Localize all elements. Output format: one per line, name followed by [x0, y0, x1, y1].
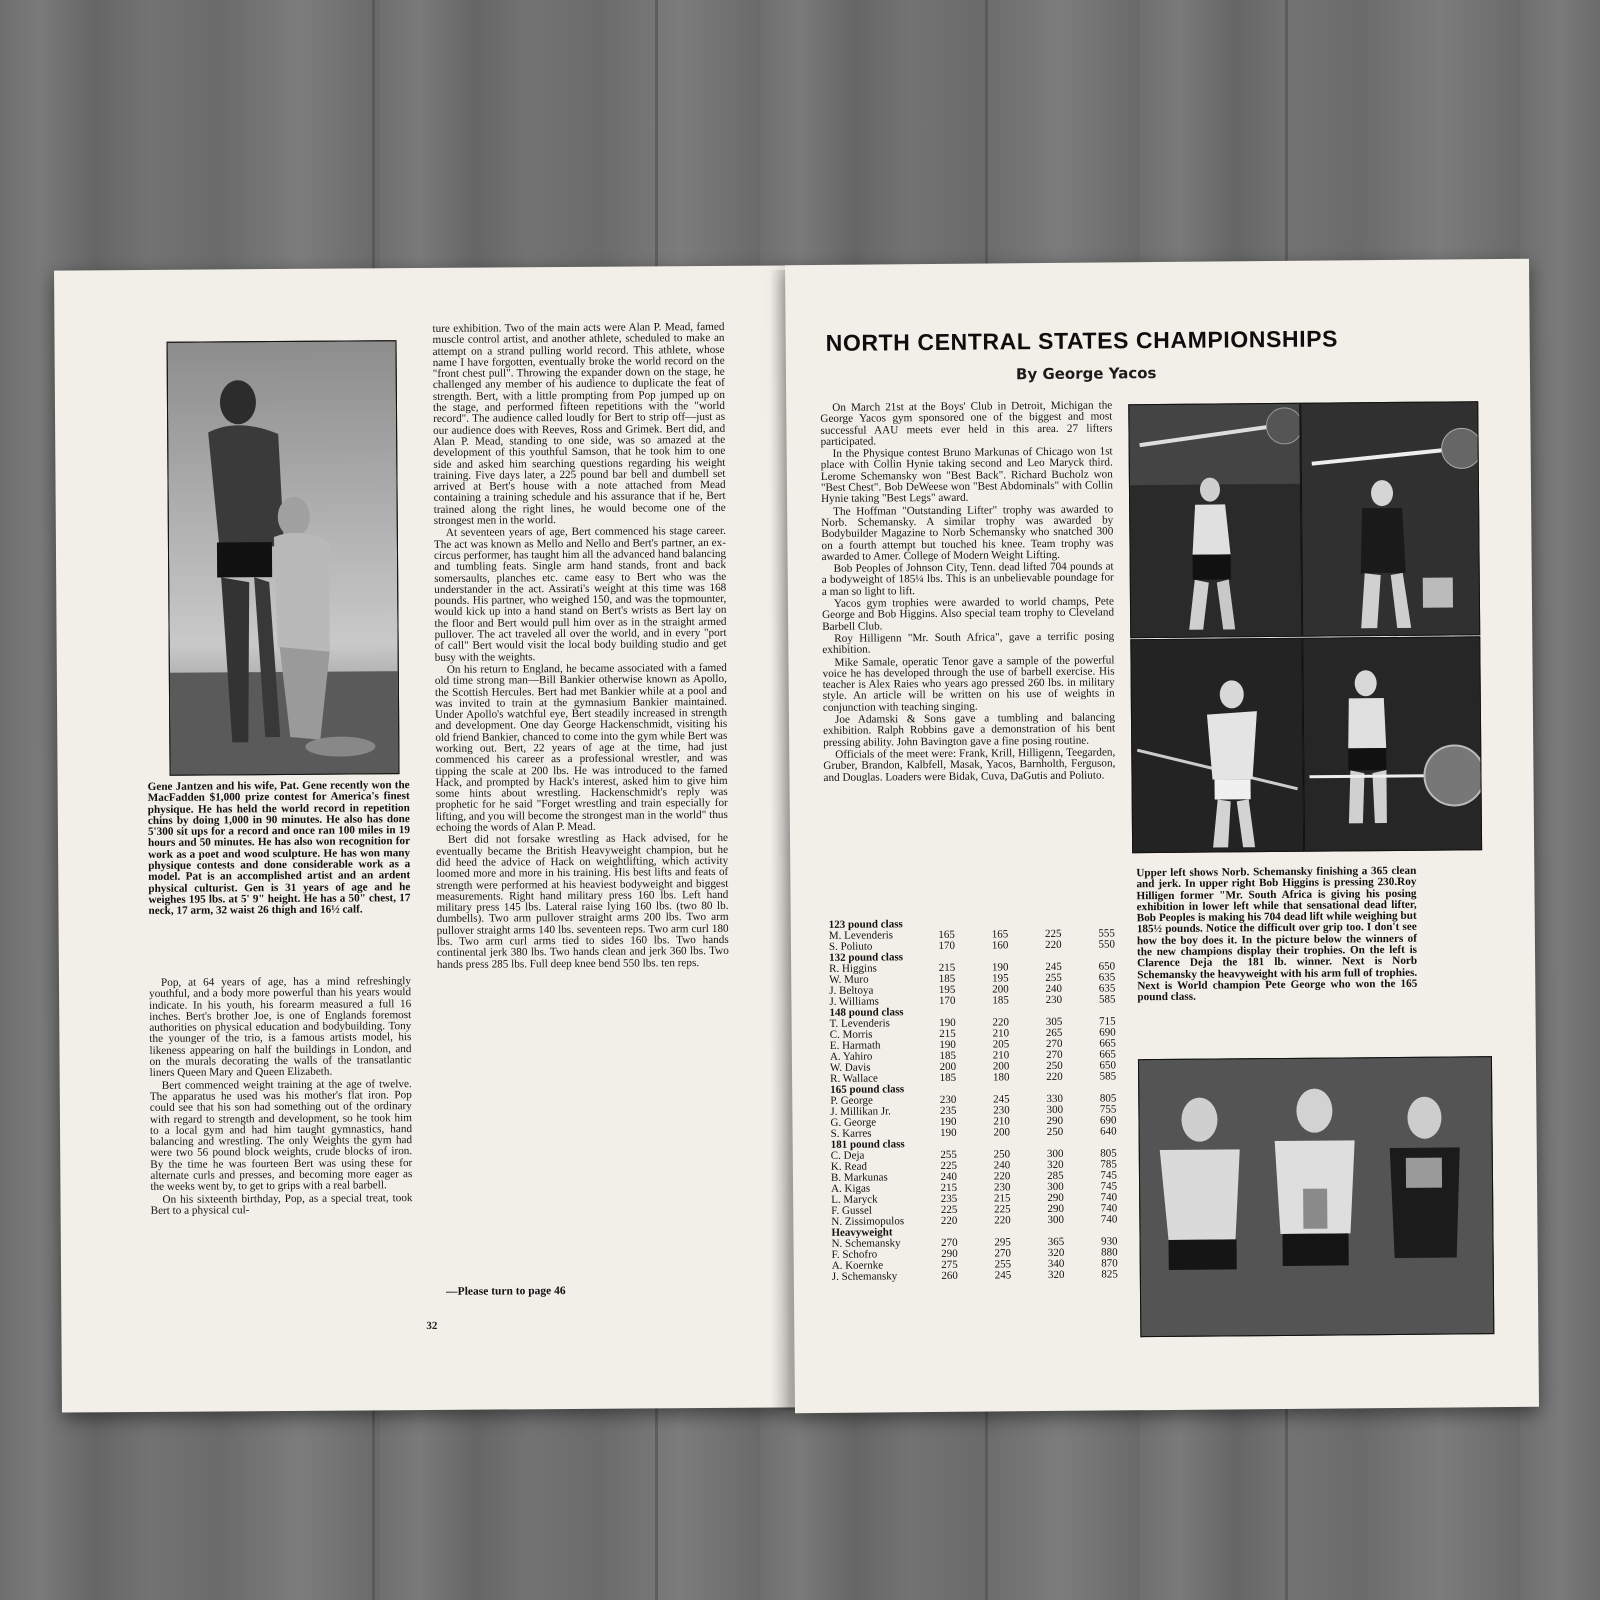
lift-value: 240	[940, 1170, 958, 1183]
lift-value: 585	[1099, 1070, 1117, 1083]
paragraph: At seventeen years of age, Bert commenced his stage career. The act was known as Mello and Nello and Bert's partner, an ex-circus performer, has taught him all the advanced hand balancing and tumbling feats. Single arm hand stands, front and back somersaults, planches etc. came easy to Bert who was the understander in the act. Assirati's weight at this time was 168 pounds. His partner, who weighed 150, and was the topmounter, would kick up into a hand stand on Bert's wrists as Bert lay on the floor and Bert would pull him over as in the straight armed pullover. The act traveled all over the world, and in every "port of call" Bert would visit the local body building studio and get busy with the weights.	[433, 525, 727, 664]
lift-value: 245	[1045, 960, 1062, 974]
lift-value: 230	[993, 1181, 1011, 1194]
lifter-name: N. Schemansky	[831, 1237, 901, 1250]
lift-value: 275	[941, 1258, 958, 1271]
lifter-name: J. Beltoya	[829, 984, 874, 997]
lift-value: 880	[1101, 1246, 1118, 1259]
lift-value: 930	[1100, 1235, 1118, 1248]
lifter-name: C. Deja	[830, 1149, 865, 1162]
paragraph: Officials of the meet were: Frank, Krill, Hilligenn, Teegarden, Gruber, Brandon, Kalbfell, Masak, Yacos, Barnholth, Ferguson, and Douglas. Loaders were Bidak, Cuva, DaGutis and Poliuto.	[823, 746, 1116, 784]
paragraph: Mike Samale, operatic Tenor gave a sample of the powerful voice he has developed through the use of barbell exercise. His teacher is Alex Raies who years ago pressed 260 lbs. in military style. An article will be written on his use of weights in conjunction with teaching singing.	[822, 653, 1115, 714]
lifter-name: G. George	[830, 1116, 877, 1129]
lift-value: 210	[992, 1049, 1010, 1062]
lift-value: 300	[1046, 1103, 1064, 1117]
lift-value: 250	[1046, 1059, 1063, 1073]
lift-value: 190	[939, 1115, 957, 1128]
lift-value: 165	[991, 928, 1009, 941]
weight-class-label: 181 pound class	[830, 1138, 905, 1151]
lift-value: 220	[993, 1170, 1011, 1183]
lift-value: 635	[1098, 971, 1116, 984]
paragraph: Bert did not forsake wrestling as Hack advised, for he eventually became the British Heavyweight champion, but he did heed the advice of Hack on weightlifting, which activity loomed more and more in his training. His best lifts and feats of strength were performed at his heaviest bodyweight and biggest measurements. Right hand military press 160 lbs. Left hand military press 145 lbs. Lateral raise lying 160 lbs. (two 80 lb. dumbells). Two arm pullover straight arms 200 lbs. Two arm pullover straight arms 140 lbs. seventeen reps. Two arm curl 180 lbs. Two arm curl arms tied to sides 160 lbs. Two hands continental jerk 380 lbs. Two hands clean and jerk 360 lbs. Two hands press 285 lbs. Full deep knee bend 550 lbs. ten reps.	[436, 832, 729, 971]
lift-value: 320	[1046, 1158, 1064, 1172]
lift-value: 245	[994, 1269, 1012, 1282]
lifter-image	[1129, 404, 1301, 637]
lift-value: 550	[1098, 938, 1115, 951]
lift-value: 180	[992, 1071, 1010, 1084]
lift-value: 240	[1045, 982, 1063, 996]
lift-value: 290	[941, 1247, 958, 1260]
lift-value: 320	[1047, 1268, 1065, 1282]
lifter-name: J. Williams	[829, 995, 879, 1008]
lifter-name: P. George	[830, 1094, 873, 1107]
lift-value: 330	[1046, 1092, 1064, 1106]
lift-value: 650	[1099, 1059, 1117, 1072]
lift-value: 185	[939, 1049, 957, 1062]
lift-value: 740	[1100, 1202, 1118, 1215]
lifter-name: K. Read	[830, 1160, 867, 1173]
lift-value: 185	[939, 1071, 957, 1084]
lift-value: 285	[1047, 1169, 1064, 1183]
weight-class-label: 148 pound class	[829, 1006, 904, 1019]
lift-value: 235	[940, 1192, 958, 1205]
page-number: 32	[426, 1319, 438, 1333]
lift-value: 715	[1099, 1015, 1116, 1028]
lift-value: 185	[938, 972, 956, 985]
lift-value: 805	[1100, 1147, 1117, 1160]
couple-photo	[167, 340, 400, 776]
lifter-name: R. Wallace	[830, 1072, 878, 1085]
lift-value: 225	[994, 1203, 1011, 1216]
lift-value: 320	[1047, 1246, 1065, 1260]
lift-value: 270	[994, 1247, 1012, 1260]
continued-note: —Please turn to page 46	[446, 1285, 566, 1298]
paragraph: The Hoffman "Outstanding Lifter" trophy was awarded to Norb. Schemansky. A similar trophy was awarded by Bodybuilder Magazine to Norb Schemansky who snatched 300 on a fourth attempt but touched his knee. Team trophy was awarded to Amer. College of Modern Weight Lifting.	[821, 503, 1114, 563]
weight-class-label: Heavyweight	[831, 1226, 893, 1239]
lift-value: 190	[939, 1038, 956, 1051]
results-table	[829, 917, 1124, 1283]
lift-value: 305	[1045, 1015, 1063, 1029]
lift-value: 255	[1045, 971, 1062, 985]
lifter-name: W. Muro	[829, 973, 869, 986]
lift-value: 215	[939, 1027, 956, 1040]
lift-value: 195	[992, 972, 1009, 985]
photo-press	[1300, 401, 1480, 637]
lift-value: 785	[1100, 1158, 1117, 1171]
lift-value: 200	[992, 1060, 1010, 1073]
lift-value: 210	[993, 1115, 1010, 1128]
paragraph: Bob Peoples of Johnson City, Tenn. dead lifted 704 pounds at a bodyweight of 185¼ lbs. This is an unbelievable poundage for a man so light to lift.	[821, 560, 1114, 598]
lift-value: 195	[938, 983, 956, 996]
photos-caption: Upper left shows Norb. Schemansky finishing a 365 clean and jerk. In upper right Bob Higgins is pressing 230.Roy Hilligen former "Mr. South Africa is giving his posing exhibition in lower left while that sensational dead lifter, Bob Peoples is making his 704 dead lift while weighing but 185½ pounds. Notice the difficult over grip too. I don't see how the boy does it. In the picture below the winners of the new champions display their trophies. On the left is Clarence Deja the 181 lb. winner. Next is Norb Schemansky the heavyweight with his arm full of trophies. Next is World champion Pete George who won the 165 pound class.	[1136, 864, 1418, 1004]
lift-value: 300	[1046, 1147, 1064, 1161]
lifter-name: N. Zissimopulos	[831, 1215, 905, 1228]
lift-value: 870	[1101, 1257, 1118, 1270]
lift-value: 290	[1047, 1202, 1064, 1216]
paragraph: In the Physique contest Bruno Markunas of Chicago won 1st place with Collin Hynie taking second and Leo Maryck third. Lerome Schemansky won "Best Back". Richard Bucholz won "Best Chest". Bob DeWeese won "Best Abdominals" with Collin Hynie taking "Best Legs" award.	[820, 445, 1113, 506]
article-title: NORTH CENTRAL STATES CHAMPIONSHIPS	[825, 325, 1339, 356]
paragraph: On March 21st at the Boys' Club in Detroit, Michigan the George Yacos gym sponsored one of the biggest and most successful AAU meets ever held in this area. 27 lifters participated.	[820, 399, 1113, 448]
lift-value: 290	[1047, 1191, 1064, 1205]
lift-value: 160	[991, 939, 1009, 952]
lift-value: 230	[939, 1093, 957, 1106]
lift-value: 220	[1045, 938, 1062, 952]
paragraph: Joe Adamski & Sons gave a tumbling and balancing exhibition. Ralph Robbins gave a demonstration of his bent pressing ability. John Bavington gave a fine posing routine.	[823, 711, 1116, 749]
weight-class-label: 123 pound class	[828, 918, 903, 931]
lift-value: 225	[940, 1159, 957, 1172]
lift-value: 665	[1099, 1048, 1116, 1061]
lift-value: 740	[1100, 1191, 1118, 1204]
lift-value: 215	[938, 961, 956, 974]
lifter-name: J. Schemansky	[831, 1270, 898, 1283]
lift-value: 250	[993, 1148, 1011, 1161]
lift-value: 240	[993, 1159, 1011, 1172]
lift-value: 265	[1045, 1026, 1063, 1040]
lift-value: 190	[940, 1126, 957, 1139]
lift-value: 185	[992, 994, 1009, 1007]
lift-value: 555	[1098, 927, 1115, 940]
photo-champions-with-trophies	[1138, 1056, 1494, 1337]
lift-value: 170	[938, 939, 956, 952]
left-column-text	[149, 976, 413, 1218]
lift-value: 585	[1098, 993, 1116, 1006]
lift-value: 665	[1099, 1037, 1116, 1050]
lift-value: 220	[992, 1016, 1010, 1029]
right-page	[785, 259, 1539, 1413]
lifter-name: J. Millikan Jr.	[830, 1105, 891, 1118]
couple-photo-image	[168, 341, 399, 775]
lifter-name: S. Karres	[830, 1127, 872, 1140]
lifter-name: F. Gussel	[831, 1204, 872, 1217]
lift-value: 740	[1100, 1213, 1118, 1226]
left-page	[54, 265, 797, 1412]
lifter-name: B. Markunas	[830, 1171, 888, 1184]
lift-value: 270	[1045, 1037, 1063, 1051]
lift-value: 290	[1046, 1114, 1064, 1128]
paragraph: ture exhibition. Two of the main acts were Alan P. Mead, famed muscle control artist, and another athlete, scheduled to make an attempt on a strand pulling world record. This athlete, whose name I have forgotten, eventually broke the world record on the "front chest pull". Throwing the expander down on the stage, he challenged any member of his audience to duplicate the feat of strength. Bert, with a little prompting from Pop jumped up on the stage, and performed fifteen repetitions with the "world record". The audience called loudly for Bert to strip off—just as our audience does with Reeves, Ross and Grimek. Bert did, and Alan P. Mead, standing to one side, was so amazed at the development of this youthful Samson, that he took him to one side and asked him searching questions regarding his weight training. Five days later, a 225 pound bar bell and dumbell set arrived at Bert's house with a note attached from Mead containing a training schedule and his assurance that if he, Bert trained along the right lines, he would become one of the strongest men in the world.	[432, 320, 726, 527]
paragraph: On his sixteenth birthday, Pop, as a special treat, took Bert to a physical cul-	[150, 1191, 413, 1217]
lift-value: 745	[1100, 1169, 1118, 1182]
lift-value: 225	[940, 1203, 958, 1216]
lifter-name: A. Yahiro	[829, 1050, 873, 1063]
lift-value: 270	[1046, 1048, 1063, 1062]
lift-value: 255	[940, 1148, 957, 1161]
lift-value: 635	[1098, 982, 1116, 995]
lift-value: 245	[993, 1093, 1010, 1106]
lift-value: 825	[1101, 1268, 1118, 1281]
lift-value: 230	[993, 1104, 1010, 1117]
lift-value: 200	[993, 1126, 1010, 1139]
weight-class-label: 132 pound class	[828, 951, 904, 964]
lift-value: 255	[994, 1258, 1012, 1271]
lift-value: 650	[1098, 960, 1116, 973]
paragraph: On his return to England, he became associated with a famed old time strong man—Bill Bankier otherwise known as Apollo, the Scottish Hercules. Bert had met Bankier while at a pool and was invited to train at the gymnasium Bankier maintained. Under Apollo's watchful eye, Bert steadily increased in strength and development. One day George Hackenschmidt, visiting his old friend Bankier, chanced to come into the gym while Bert was working out. Bert, 22 years of age at the time, had just commenced his career as a professional wrestler, and was tipping the scale at 200 lbs. He was introduced to the famed Hack, and prompted by Hack's interest, asked him to give him some hints about wrestling. Hackenschmidt's reply was prophetic for he said "Forget wrestling and train especially for lifting, and you will become the strongest man in the world" thus echoing the words of Alan P. Mead.	[434, 661, 728, 834]
lifter-name: S. Poliuto	[828, 940, 873, 953]
photo-posing	[1130, 638, 1304, 853]
lift-value: 215	[940, 1181, 958, 1194]
lifter-image	[1301, 402, 1479, 636]
lift-value: 210	[992, 1027, 1010, 1040]
lift-value: 190	[991, 961, 1009, 974]
lifter-name: M. Levenderis	[828, 929, 894, 942]
couple-photo-caption: Gene Jantzen and his wife, Pat. Gene recently won the MacFadden $1,000 prize contest for America's finest physique. He has held the world record in repetition chins by doing 1,000 in 90 minutes. He also has done 5'300 sit ups for a record and once ran 100 miles in 19 hours and 50 minutes. He has also won recognition for work as a poet and wood sculpture. He has won many physique contests and done considerable work as a model. Pat is an accomplished artist and an ardent physical culturist. Gen is 31 years of age and he weighes 195 lbs. at 5' 9" height. He has a 50" chest, 17 neck, 17 arm, 32 waist 26 thigh and 16½ calf.	[147, 779, 411, 918]
lift-value: 805	[1099, 1092, 1117, 1105]
paragraph: Roy Hilligenn "Mr. South Africa", gave a terrific posing exhibition.	[822, 630, 1115, 657]
table-row	[832, 1269, 1124, 1283]
lift-value: 200	[992, 983, 1009, 996]
lift-value: 340	[1047, 1257, 1065, 1271]
lift-value: 200	[939, 1060, 957, 1073]
poser-image	[1131, 639, 1303, 852]
lifter-name: R. Higgins	[829, 962, 877, 975]
lift-value: 640	[1100, 1125, 1117, 1138]
paragraph: Yacos gym trophies were awarded to world champs, Pete George and Bob Higgins. Also special team trophy to Cleveland Barbell Club.	[822, 595, 1115, 633]
lift-value: 690	[1099, 1114, 1117, 1127]
lift-value: 300	[1047, 1213, 1065, 1227]
lift-value: 225	[1044, 927, 1062, 941]
lift-value: 250	[1046, 1125, 1064, 1139]
deadlift-image	[1303, 637, 1481, 851]
lift-value: 365	[1047, 1235, 1065, 1249]
right-column-text	[432, 322, 729, 972]
article-byline: By George Yacos	[1015, 364, 1157, 384]
lift-value: 745	[1100, 1180, 1118, 1193]
lifter-name: A. Koernke	[831, 1259, 884, 1272]
lifter-name: A. Kigas	[831, 1182, 871, 1195]
lift-value: 755	[1099, 1103, 1117, 1116]
paragraph: Bert commenced weight training at the age of twelve. The apparatus he used was his mother's flat iron. Pop could see that his son had something out of the ordinary with regard to strength and development, so he took him to a local gym and had him taught gymnastics, hand balancing and wrestling. The only Weights the gym had were two 56 pound block weights, crude blocks of iron. By the time he was fourteen Bert was using these for alternate curls and presses, and becoming more eager as the weeks went by, to get to grips with a real barbell.	[149, 1077, 413, 1194]
lift-value: 235	[939, 1104, 957, 1117]
lifter-name: C. Morris	[829, 1028, 873, 1041]
article-text	[820, 400, 1115, 784]
lifter-name: F. Schofro	[831, 1248, 878, 1261]
lift-value: 300	[1047, 1180, 1064, 1194]
weight-class-label: 165 pound class	[830, 1083, 905, 1096]
lift-value: 295	[994, 1236, 1011, 1249]
lift-value: 220	[994, 1214, 1011, 1227]
lifter-name: T. Levenderis	[829, 1017, 890, 1030]
lift-value: 165	[938, 928, 955, 941]
photo-clean-and-jerk	[1128, 403, 1302, 638]
lift-value: 260	[941, 1269, 958, 1282]
lift-value: 190	[939, 1016, 956, 1029]
lifter-name: E. Harmath	[829, 1039, 881, 1052]
paragraph: Pop, at 64 years of age, has a mind refreshingly youthful, and a body more powerful than his years would indicate. In his youth, his forearm measured a full 16 inches. Bert's brother Joe, is one of Englands foremost authorities on physical education and bodybuilding. Tony the younger of the trio, is a famous artists model, his likeness appearing on half the buildings in London, and on the murals decorating the walls of the transatlantic liners Queen Mary and Queen Elizabeth.	[149, 975, 412, 1080]
lift-value: 220	[1046, 1070, 1063, 1084]
lifter-name: W. Davis	[829, 1061, 871, 1074]
lift-value: 690	[1099, 1026, 1116, 1039]
lift-value: 170	[938, 994, 956, 1007]
lift-value: 205	[992, 1038, 1010, 1051]
lift-value: 270	[941, 1236, 958, 1249]
photo-dead-lift	[1302, 636, 1482, 852]
lift-value: 220	[940, 1214, 958, 1227]
champions-image	[1139, 1057, 1493, 1336]
lift-value: 215	[993, 1192, 1011, 1205]
lifter-name: L. Maryck	[831, 1193, 878, 1206]
lift-value: 230	[1045, 993, 1063, 1007]
